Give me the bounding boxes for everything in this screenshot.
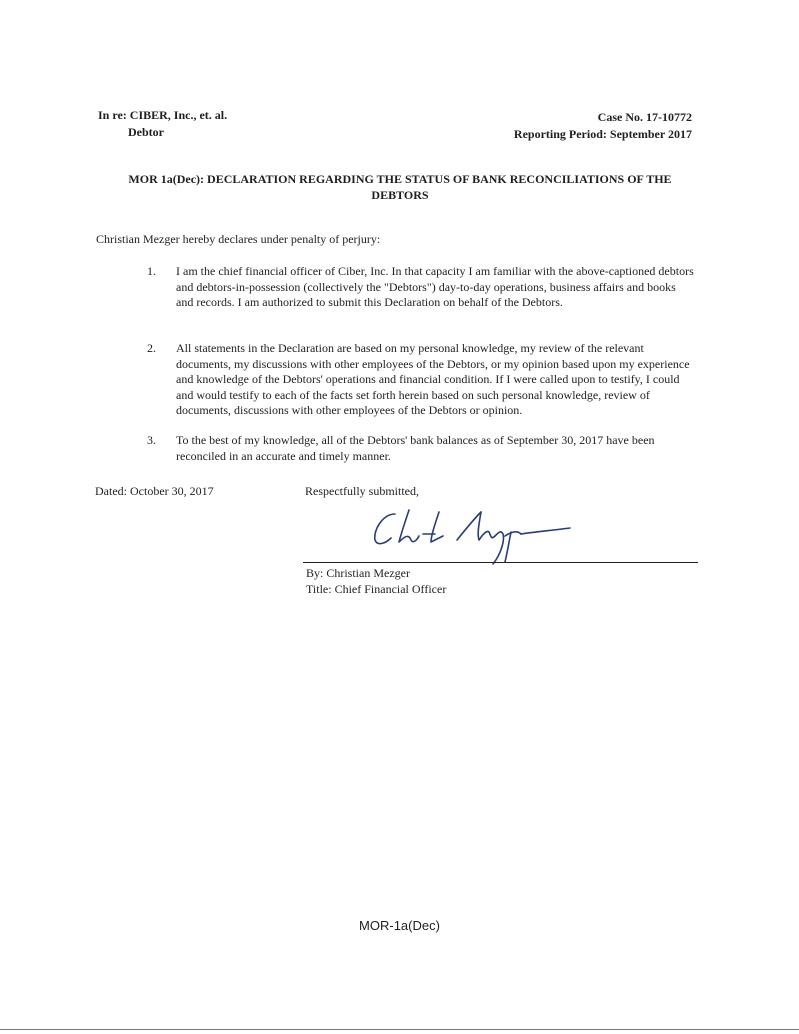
handwritten-signature [365,500,580,570]
signer-name: By: Christian Mezger [306,566,410,580]
closing-line: Respectfully submitted, [305,484,419,498]
item-number: 2. [147,341,156,355]
signature-line [303,562,698,563]
document-title: MOR 1a(Dec): DECLARATION REGARDING THE STATUS OF BANK RECONCILIATIONS OF THE DEBTORS [128,172,672,202]
in-re-caption: In re: CIBER, Inc., et. al. [98,108,228,122]
item-text: All statements in the Declaration are based on my personal knowledge, my review of the relevant documents, my discussions with other employees of the Debtors, or my opinion based upon my experience and knowledge of the Debtors' operations and financial condition. If I were called upon to testify, I could and would testify to each of the facts set forth herein based on such personal knowledge, review of documents, discussions with other employees of the Debtors or opinion. [176,341,690,417]
reporting-period: Reporting Period: September 2017 [513,127,692,141]
item-text: I am the chief financial officer of Ciber, Inc. In that capacity I am familiar with the above-captioned debtors and debtors-in-possession (collectively the "Debtors") day-to-day operations, business affairs and books and records. I am authorized to submit this Declaration on behalf of the Debtors. [176,264,694,309]
debtor-label: Debtor [128,125,164,139]
signer-title: Title: Chief Financial Officer [306,582,447,596]
case-number: Case No. 17-10772 [597,110,692,124]
page-edge-divider [0,1029,799,1030]
dated-line: Dated: October 30, 2017 [95,484,214,498]
intro-statement: Christian Mezger hereby declares under penalty of perjury: [96,232,381,246]
item-number: 3. [147,433,156,447]
page-footer: MOR-1a(Dec) [359,918,440,933]
item-text: To the best of my knowledge, all of the Debtors' bank balances as of September 30, 2017 have been reconciled in an accurate and timely manner. [176,433,655,463]
item-number: 1. [147,264,156,278]
